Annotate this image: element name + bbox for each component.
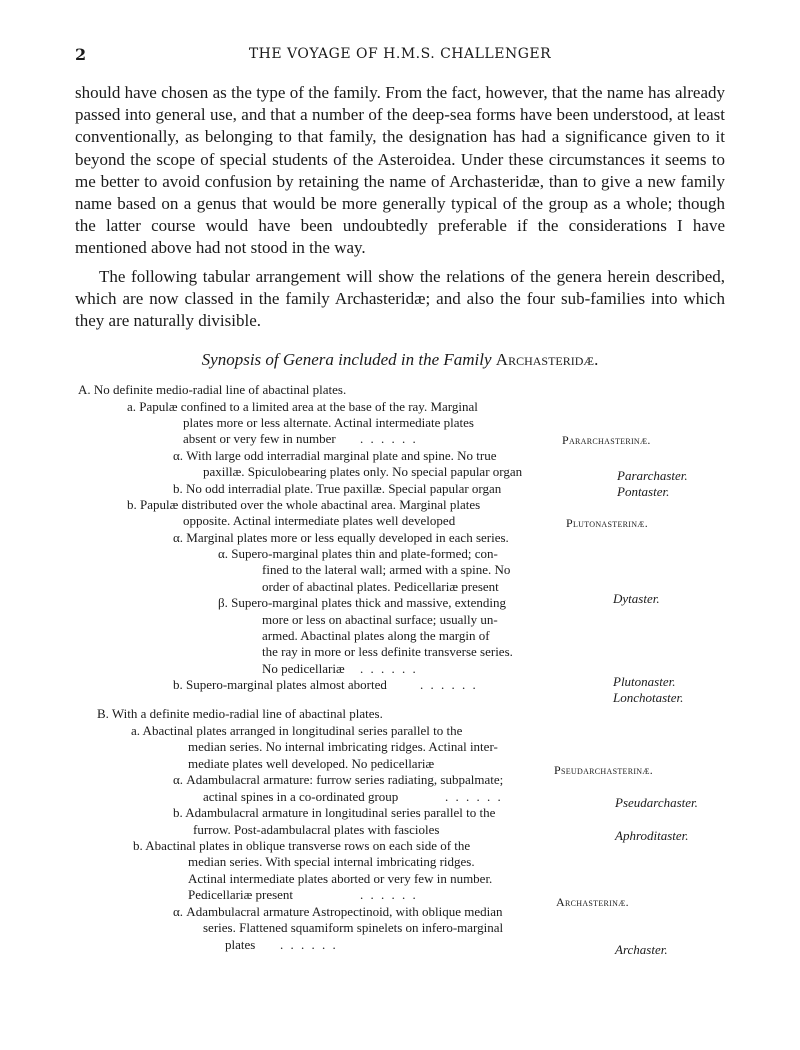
synopsis-line: median series. With special internal imbricating ridges.: [188, 854, 475, 869]
synopsis-line: series. Flattened squamiform spinelets on infero-marginal: [203, 920, 504, 935]
synopsis-line: plates: [225, 937, 256, 952]
dot-leader: . . . . . .: [360, 661, 418, 676]
synopsis-line: armed. Abactinal plates along the margin of: [262, 628, 490, 643]
subfamily-label: Pararchasterinæ.: [562, 433, 651, 447]
intro-paragraph-2: The following tabular arrangement will show the relations of the genera herein described, which are now classed in the family Archasteridæ; and also the four sub-families into which they are naturally divisible.: [75, 266, 725, 331]
synopsis-line: Actinal intermediate plates aborted or very few in number.: [188, 871, 493, 886]
synopsis-line: No pedicellariæ: [262, 661, 345, 676]
genus-label: Plutonaster.: [613, 674, 676, 689]
subfamily-label: Pseudarchasterinæ.: [554, 763, 654, 777]
dot-leader: . . . . . .: [360, 431, 418, 446]
subfamily-label: Archasterinæ.: [556, 895, 629, 909]
dot-leader: . . . . . .: [360, 887, 418, 902]
synopsis-line: order of abactinal plates. Pedicellariæ present: [262, 579, 499, 594]
genus-label: Aphroditaster.: [615, 828, 689, 843]
intro-paragraph-1: should have chosen as the type of the family. From the fact, however, that the name has already passed into general use, and that a number of the deep-sea forms have been understood, at least conventionally, as belonging to that family, the designation has had a significance given to it beyond the scope of special students of the Asteroidea. Under these circumstances it seems to me better to avoid confusion by retaining the name of Archasteridæ, than to give a new family name based on a genus that would be more generally typical of the group as a whole; though the latter course would have been undoubtedly preferable if the considerations I have mentioned above had not stood in the way.: [75, 83, 725, 258]
genus-label: Pontaster.: [617, 484, 670, 499]
synopsis-line: α. With large odd interradial marginal plate and spine. No true: [173, 448, 497, 463]
synopsis-line: more or less on abactinal surface; usually un-: [262, 612, 498, 627]
synopsis-line: b. No odd interradial plate. True paxillæ. Special papular organ: [173, 481, 502, 496]
synopsis-line: plates more or less alternate. Actinal intermediate plates: [183, 415, 474, 430]
synopsis-line: a. Papulæ confined to a limited area at the base of the ray. Marginal: [127, 399, 478, 414]
genus-label: Dytaster.: [613, 591, 660, 606]
synopsis-line: Pedicellariæ present: [188, 887, 294, 902]
synopsis-line: paxillæ. Spiculobearing plates only. No special papular organ: [203, 464, 523, 479]
page-number: 2: [75, 45, 87, 64]
genus-label: Lonchotaster.: [613, 690, 684, 705]
synopsis-line: furrow. Post-adambulacral plates with fascioles: [193, 822, 440, 837]
synopsis-line: median series. No internal imbricating ridges. Actinal inter-: [188, 739, 498, 754]
synopsis-line: b. Papulæ distributed over the whole abactinal area. Marginal plates: [127, 497, 481, 512]
genus-label: Pseudarchaster.: [615, 795, 698, 810]
synopsis-line: actinal spines in a co-ordinated group: [203, 789, 399, 804]
genus-label: Pararchaster.: [617, 468, 688, 483]
synopsis-line: a. Abactinal plates arranged in longitudinal series parallel to the: [131, 723, 463, 738]
genus-label: Archaster.: [615, 942, 668, 957]
synopsis-line: fined to the lateral wall; armed with a spine. No: [262, 562, 511, 577]
synopsis-line: absent or very few in number: [183, 431, 336, 446]
dot-leader: . . . . . .: [445, 789, 503, 804]
synopsis-line: mediate plates well developed. No pedicellariæ: [188, 756, 435, 771]
synopsis-family-name: Archasteridæ.: [495, 350, 599, 369]
synopsis-line: α. Adambulacral armature Astropectinoid, with oblique median: [173, 904, 503, 919]
synopsis-line: α. Marginal plates more or less equally developed in each series.: [173, 530, 509, 545]
synopsis-line: α. Supero-marginal plates thin and plate-formed; con-: [218, 546, 498, 561]
synopsis-line: B. With a definite medio-radial line of abactinal plates.: [97, 706, 383, 721]
synopsis-line: opposite. Actinal intermediate plates well developed: [183, 513, 456, 528]
running-head: THE VOYAGE OF H.M.S. CHALLENGER: [248, 46, 552, 62]
synopsis-title-text: Synopsis of Genera included in the Family: [201, 350, 492, 369]
synopsis-line: A. No definite medio-radial line of abactinal plates.: [78, 382, 347, 397]
synopsis-line: b. Supero-marginal plates almost aborted: [173, 677, 387, 692]
dot-leader: . . . . . .: [420, 677, 478, 692]
synopsis-line: β. Supero-marginal plates thick and massive, extending: [218, 595, 506, 610]
subfamily-label: Plutonasterinæ.: [566, 516, 649, 530]
synopsis-line: b. Adambulacral armature in longitudinal series parallel to the: [173, 805, 496, 820]
dot-leader: . . . . . .: [280, 937, 338, 952]
synopsis-line: α. Adambulacral armature: furrow series radiating, subpalmate;: [173, 772, 504, 787]
synopsis-line: b. Abactinal plates in oblique transverse rows on each side of the: [133, 838, 471, 853]
synopsis-line: the ray in more or less definite transverse series.: [262, 644, 513, 659]
